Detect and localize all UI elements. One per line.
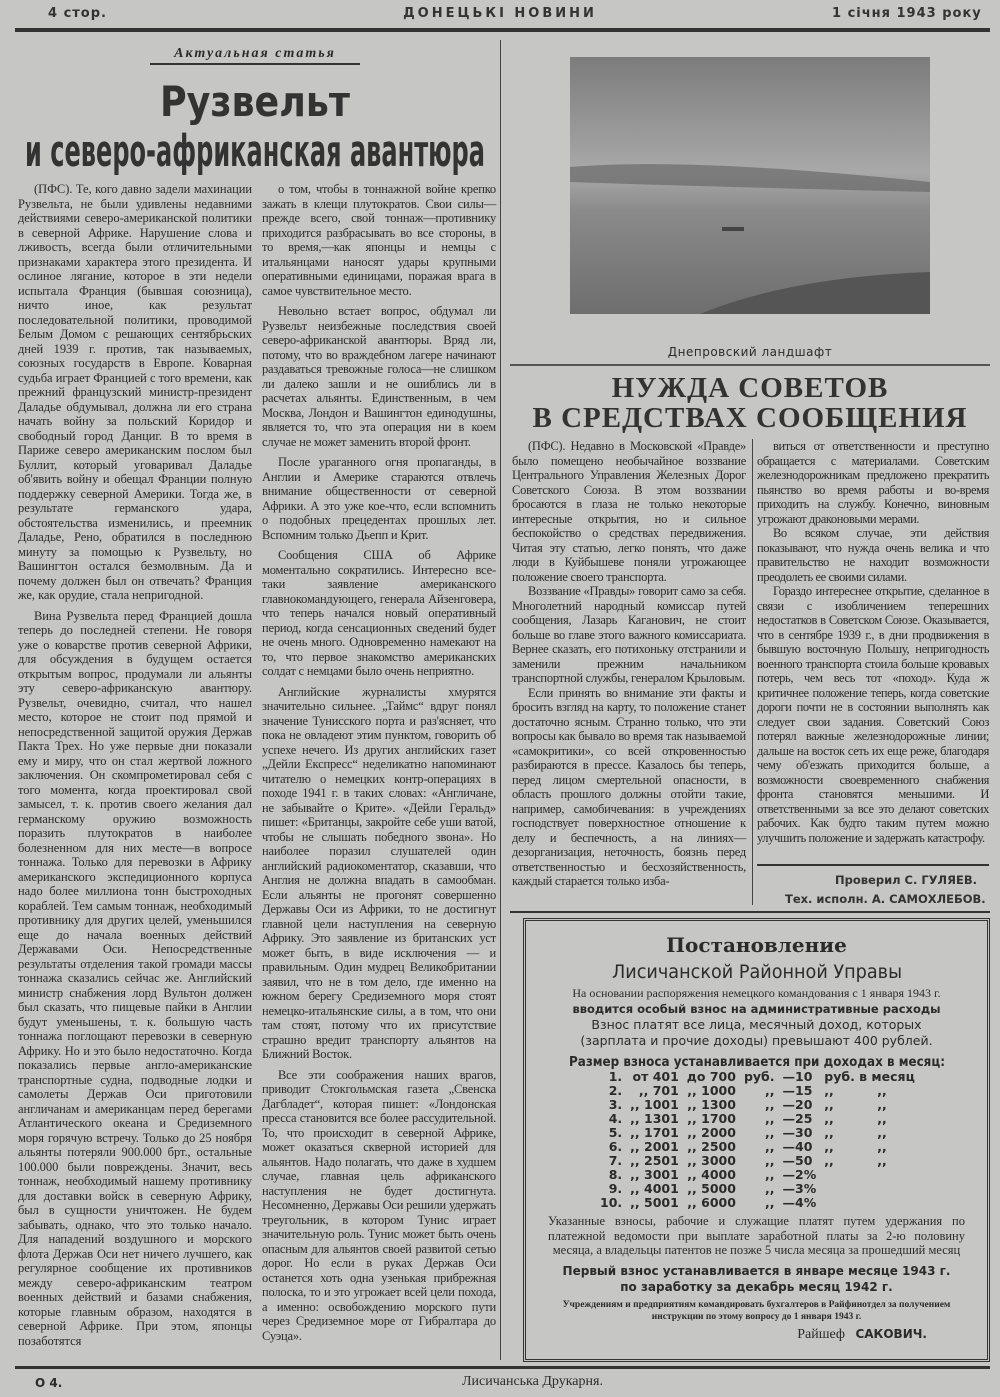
article-title: Рузвельт — [160, 77, 351, 126]
rate-n: 2. — [608, 1083, 623, 1098]
rate-n: 10. — [600, 1195, 623, 1210]
rate-unit: ,, — [765, 1083, 775, 1098]
landscape-photo — [570, 57, 930, 314]
rate-from: ,, 1301 — [630, 1111, 679, 1126]
signature-name: САКОВИЧ. — [855, 1326, 927, 1341]
notice-box — [523, 918, 990, 1362]
rates-heading: Размер взноса устанавливается при доходах в месяц: — [568, 1055, 945, 1070]
notice-line: Взнос платят все лица, месячный доход, которых — [591, 1017, 922, 1032]
rate-fee: —10 — [782, 1069, 813, 1084]
rate-unit: ,, — [765, 1167, 775, 1182]
rate-tail — [820, 1168, 919, 1182]
rate-unit: ,, — [765, 1195, 775, 1210]
rate-unit: ,, — [765, 1111, 775, 1126]
rate-unit: ,, — [765, 1097, 775, 1112]
paragraph: После ураганного огня пропаганды, в Англии и Америке стараются отвлечь внимание общественности от северной Африки. А это уже кое-что, если вспомнить о подобных прецедентах прошлых лет. Вспомним только Дьепп и Крит. — [262, 455, 496, 542]
footer-code: О 4. — [35, 1376, 63, 1390]
proofreader-credit: Проверил С. ГУЛЯЕВ. — [835, 873, 977, 887]
rate-n: 4. — [608, 1111, 623, 1126]
rate-tail: ,, ,, — [824, 1139, 887, 1154]
rate-fee: —2% — [782, 1167, 817, 1182]
caption-rule — [510, 364, 990, 366]
rate-from: ,, 4001 — [630, 1181, 679, 1196]
rates-table — [596, 1070, 919, 1210]
article2-title-line2: В СРЕДСТВАХ СООБЩЕНИЯ — [532, 402, 968, 434]
article-kicker: Актуальная статья — [150, 46, 360, 65]
rate-to: ,, 5000 — [687, 1181, 736, 1196]
credits-rule — [757, 864, 989, 866]
rate-to: ,, 2000 — [687, 1125, 736, 1140]
section-rule — [510, 911, 990, 913]
masthead-rule — [15, 28, 990, 32]
rate-tail — [820, 1196, 919, 1210]
rate-row — [596, 1154, 919, 1168]
footer-rule — [15, 1366, 990, 1369]
rate-row — [596, 1196, 919, 1210]
paragraph: (ПФС). Недавно в Московской «Правде» было помещено необычайное воззвание Центрального Управления Железных Дорог Советского Союза. В этом воззвании бросаются в глаза не только некоторые интересные открытия, но и сильное беспокойство о средствах передвижения. Читая эту статью, легко понять, что даже люди в Куйбышеве поняли угрожающее положение своего транспорта. — [512, 439, 746, 584]
article1-column-1 — [18, 182, 252, 1360]
rate-from: ,, 2501 — [630, 1153, 679, 1168]
paragraph: Гораздо интереснее открытие, сделанное в связи с изобличением теперешних недостатков в Советском Союзе. Оказывается, что в сентябре 1939 г., в дни продвижения в бывшую восточную Польшу, непригодность военного транспорта стоила больше кровавых потерь, чем весь тот «поход». Куда ж критичнее положение теперь, когда советские дороги почти не в состоянии выполнять как следует свои задания. Советский Союз потерял важные железнодорожные линии; дальше на восток сеть их еще реже, благодаря чему об'езжать приходится больше, а возможности своевременного снабжения фронта становятся меньшими. И ответственными за все это делают советских рабочих. Как будто таким путем можно улучшить положение и задержать катастрофу. — [757, 584, 989, 845]
rate-n: 9. — [608, 1181, 623, 1196]
rate-to: ,, 1300 — [687, 1097, 736, 1112]
article2-column-2 — [757, 439, 989, 859]
paragraph: Вина Рузвельта перед Францией дошла теперь до последней степени. Не говоря уже о коварстве против северной Африки, для обсуждения в будущем остается открытым вопрос, продумали ли альянты эту северо-африканскую авантюру. Рузвельт, очевидно, считал, что нашел место, которое не стоит под прямой и непосредственной защитой оружия Держав Пакта Трех. Но уже первые дни показали ему и миру, что он стал жертвой ложного заключения. Он скомпрометировал себя с того момента, когда проектировал свой замысел, т. к. против своего желания дал германскому оружию возможность поразить плутократов в наиболее болезненном для них месте—в вопросе тоннажа. Только для перевозки в Африку американского экспедиционного корпуса надо более миллиона тонн быстроходных кораблей. Тем самым тоннаж, необходимый противнику для других целей, уменьшился еще до начала военных действий Державами Оси. Непосредственные результаты отделения такой громади массы тоннажа сказались сейчас же. Английский министр снабжения лорд Вультон должен был сказать, что пищевые пайки в Англии будут уменьшены, т. к. большую часть тоннажа поглощают перевозки в северную Африку. Но и это было недостаточно. Когда показались первые англо-американские транспортные судна, подводные лодки и самолеты Держав Оси приготовили англичанам и американцам перед берегами Атлантического океана и Средиземного моря горячую встречу. Только до 25 ноября альянты потеряли 900.000 брт., остальные 100.000 были повреждены. Значит, весь тоннаж, необходимый нашему противнику для доставки войск в северную Африку, был в сущности уничтожен. Не будем забывать, однако, что это только начало. Для нападений воздушного и морского флота Держав Оси нет ничего лучшего, как регулярное сообщение их противников между северо-африканским театром военных действий и базами снабжения, которые главным образом, находятся в северной Африке. При этом, японцы позаботятся — [18, 608, 252, 1348]
article-headline — [15, 70, 495, 175]
rate-n: 5. — [608, 1125, 623, 1140]
rate-n: 7. — [608, 1153, 623, 1168]
rate-to: ,, 6000 — [687, 1195, 736, 1210]
paragraph: Сообщения США об Африке моментально сократились. Интересно все-таки заявление американского главнокомандующего, генерала Айзенговера, что теперь начался новый оперативный период, когда сенсационных сведений будет не очень много. Одновременно намекают на то, что первое знакомство американских солдат с немцами было очень неприятно. — [262, 548, 496, 678]
rate-to: ,, 4000 — [687, 1167, 736, 1182]
paragraph: (ПФС). Те, кого давно задели махинации Рузвельта, не были удивлены недавними действиями северо-американской политики в северной Африке. Нарушение слова и лживость, всегда были отличительными признаками характера этого президента. И ослиное лягание, которое в эти недели испытала Франция (бывшая союзница), ничто иное, как результат последовательной политики, проводимой Белым Домом с решающих сентябрьских дней 1939 г. против, так называемых, союзных государств в Европе. Коварная судьба играет Францией с того времени, как прежний французский министр-президент Даладье обдумывал, должна ли его страна начать войну за польский Коридор и свободный город Данциг. В то время в Париже северо американским послом был Буллит, который уговаривал Даладье об'явить войну и обещал Франции полную поддержку северной Америки. Тогда же, в результате германского удара, обстоятельства изменились, и преемник Даладье, Рено, обратился в последнюю минуту за помощью к Рузвельту, но Вашингтон остался безмолвным. Да и почему должен был он отвечать? Франция же, как орудие, стала непригодной. — [18, 182, 252, 602]
rate-unit: ,, — [765, 1181, 775, 1196]
paragraph: о том, чтобы в тоннажной войне крепко зажать в клещи плутократов. Свои силы—прежде всего, свой тоннаж—противнику приходится разбрасывать во все стороны, в то время,—как японцы и немцы с итальянцами наносят удары крупными оперативными единицами, поражая врага в самое чувствительное место. — [262, 182, 496, 298]
rate-to: ,, 1700 — [687, 1111, 736, 1126]
column-divider — [500, 40, 501, 1360]
rate-tail: ,, ,, — [824, 1083, 887, 1098]
paragraph: виться от ответственности и преступно обращается с материалами. Советским железнодорожникам предложено прекратить пьянство во время работы и во-время приходить на службу. Конечно, виновным угрожают драконовыми мерами. — [757, 439, 989, 526]
rate-row — [596, 1084, 919, 1098]
rate-to: ,, 2500 — [687, 1139, 736, 1154]
article-subtitle: и северо-африканская авантюра — [25, 126, 485, 177]
notice-first-payment: Первый взнос устанавливается в январе месяце 1943 г. — [562, 1263, 951, 1278]
rate-row — [596, 1126, 919, 1140]
rate-fee: —25 — [782, 1111, 813, 1126]
notice-title: Постановление — [666, 933, 847, 957]
rate-tail: ,, ,, — [824, 1125, 887, 1140]
rate-fee: —30 — [782, 1125, 813, 1140]
notice-subtitle: Лисичанской Районной Управы — [611, 961, 902, 983]
column-divider — [752, 439, 753, 905]
rate-row — [596, 1168, 919, 1182]
page-number: 4 стор. — [48, 6, 107, 21]
article2-column-1 — [512, 439, 746, 905]
notice-first-payment-basis: по заработку за декабрь месяц 1942 г. — [620, 1279, 893, 1294]
printer-name: Лисичанська Друкарня. — [462, 1374, 603, 1389]
article1-column-2 — [262, 182, 496, 1352]
rate-n: 6. — [608, 1139, 623, 1154]
article2-title — [510, 373, 990, 433]
paragraph: Английские журналисты хмурятся значительно сильнее. „Таймс“ вдруг понял значение Тунисского порта и раз'ясняет, что пока не овладеют этим пунктом, говорить об успехе нечего. Из других английских газет „Дейли Експресс“ неделикатно напоминают читателю о немецких контр-операциях в походе 1941 г. в таких словах: «Англичане, не забывайте о Крите». «Дейли Геральд» пишет: «Британцы, закройте себе уши ватой, чтобы не слышать победного звона». Но наиболее поразил слушателей один английский радиокоментатор, сказавши, что Англия не должна впадать в самообман. Если альянты не прогонят совершенно Державы Оси из Африки, то не достигнут главной цели наступления на северную Африку. Это заявление из британских уст может быть, в виде исключения — и правильным. Один мудрец Великобритании заявил, что не в том дело, где именно на южном берегу Средиземного моря стоят немецко-итальянские силы, а в том, что они там стоят, потому что их присутствие страшно вредит транспорту альянтов на Ближний Восток. — [262, 684, 496, 1061]
rate-tail: ,, ,, — [824, 1097, 887, 1112]
rate-row — [596, 1112, 919, 1126]
notice-line: На основании распоряжения немецкого командования с 1 января 1943 г. — [572, 986, 941, 1000]
notice-subtitle-wrap — [607, 959, 907, 983]
rate-from: от 401 — [632, 1069, 679, 1084]
notice-signature — [526, 1326, 987, 1343]
rate-tail: руб. в месяц — [824, 1069, 915, 1084]
rate-to: до 700 — [686, 1069, 736, 1084]
rate-n: 8. — [608, 1167, 623, 1182]
rate-unit: ,, — [765, 1125, 775, 1140]
rate-fee: —20 — [782, 1097, 813, 1112]
photo-caption: Днепровский ландшафт — [667, 345, 833, 359]
rate-fee: —40 — [782, 1139, 813, 1154]
newspaper-name: ДОНЕЦЬКІ НОВИНИ — [403, 6, 597, 21]
notice-note: Указанные взносы, рабочие и служащие платят путем удержания по платежной ведомости при выплате заработной платы за 2-ю половину месяца, а владельцы патентов не позже 5 числа месяца за прошедший месяц — [548, 1214, 965, 1257]
notice-line: вводится особый взнос на административные расходы — [572, 1002, 941, 1016]
rate-from: ,, 701 — [638, 1083, 679, 1098]
rate-from: ,, 5001 — [630, 1195, 679, 1210]
issue-date: 1 січня 1943 року — [832, 6, 982, 21]
rate-unit: руб. — [743, 1069, 775, 1084]
notice-instruction: Учреждениям и предприятиям командировать бухгалтеров в Райфинотдел за получением инструкции по этому вопросу до 1 января 1943 г. — [562, 1299, 951, 1322]
rate-tail — [820, 1182, 919, 1196]
rate-row — [596, 1070, 919, 1084]
rate-fee: —4% — [782, 1195, 817, 1210]
technical-credit: Тех. исполн. А. САМОХЛЕБОВ. — [785, 892, 986, 906]
rate-fee: —50 — [782, 1153, 813, 1168]
article2-title-line1: НУЖДА СОВЕТОВ — [611, 372, 889, 404]
rate-from: ,, 1701 — [630, 1125, 679, 1140]
rate-from: ,, 3001 — [630, 1167, 679, 1182]
rate-to: ,, 3000 — [687, 1153, 736, 1168]
rate-fee: —3% — [782, 1181, 817, 1196]
paragraph: Невольно встает вопрос, обдумал ли Рузвельт неизбежные последствия своей северо-африканской авантюры. Вряд ли, потому, что во враждебном лагере начинают раздаваться тревожные голоса—не слишком ли далеко зашли и не ошиблись ли в расчетах альянты. Единственным, в чем Москва, Лондон и Вашингтон единодушны, является то, что эта операция ни в коем случае не может заменить второй фронт. — [262, 304, 496, 449]
rate-to: ,, 1000 — [687, 1083, 736, 1098]
rate-row — [596, 1098, 919, 1112]
paragraph: Если принять во внимание эти факты и бросить взгляд на карту, то положение станет достаточно ясным. Странно только, что эти вопросы как бывало во время так называемой «самокритики», со всей откровенностью разбираются в прессе. Казалось бы теперь, перед лицом смертельной опасности, в область прошлого должны отойти такие, например, самобичевания: в учреждениях господствует поверхностное отношение к делу и беспечность, а на линиях—дезорганизация, неточность, боязнь перед ответственностью и бесхозяйственность, каждый старается только изба- — [512, 685, 746, 888]
rate-unit: ,, — [765, 1153, 775, 1168]
rate-n: 3. — [608, 1097, 623, 1112]
paragraph: Воззвание «Правды» говорит само за себя. Многолетний народный комиссар путей сообщения, Лазарь Каганович, не стоит больше во главе этого важного комиссариата. Вернее сказать, его потихоньку отстранили и заменили прежним начальником транспортной службы, генералом Крыловым. — [512, 584, 746, 685]
rate-row — [596, 1140, 919, 1154]
rate-row — [596, 1182, 919, 1196]
notice-line: (зарплата и прочие доходы) превышают 400 рублей. — [580, 1033, 933, 1048]
rate-fee: —15 — [782, 1083, 813, 1098]
rate-n: 1. — [608, 1069, 623, 1084]
rate-tail: ,, ,, — [824, 1153, 887, 1168]
signature-role: Райшеф — [797, 1326, 845, 1342]
rate-unit: ,, — [765, 1139, 775, 1154]
rates-heading-wrap — [567, 1052, 947, 1070]
rate-from: ,, 1001 — [630, 1097, 679, 1112]
rate-from: ,, 2001 — [630, 1139, 679, 1154]
rate-tail: ,, ,, — [824, 1111, 887, 1126]
paragraph: Во всяком случае, эти действия показывают, что нужда очень велика и что правительство не находит возможности преодолеть ее своими силами. — [757, 526, 989, 584]
paragraph: Все эти соображения наших врагов, приводит Стокгольмская газета „Свенска Дагбладет“, которая пишет: «Лондонская пресса становится все более рассудительной. То, что происходит в северной Африке, может оказаться скверной историей для альянтов. Надо полагать, что даже в худшем случае, главная цель африканского наступления не будет достигнута. Несомненно, Державы Оси решили удержать треугольник, в котором Тунис играет значительную роль. Тунис может быть очень опасным для альянтов своей развитой сетью дорог. Но если в руках Держав Оси останется хоть одна узенькая прибрежная полоска, то и это угрожает всей цели похода, а именно: освобождению морского пути через Средиземное море от Гибралтара до Суэца». — [262, 1067, 496, 1343]
